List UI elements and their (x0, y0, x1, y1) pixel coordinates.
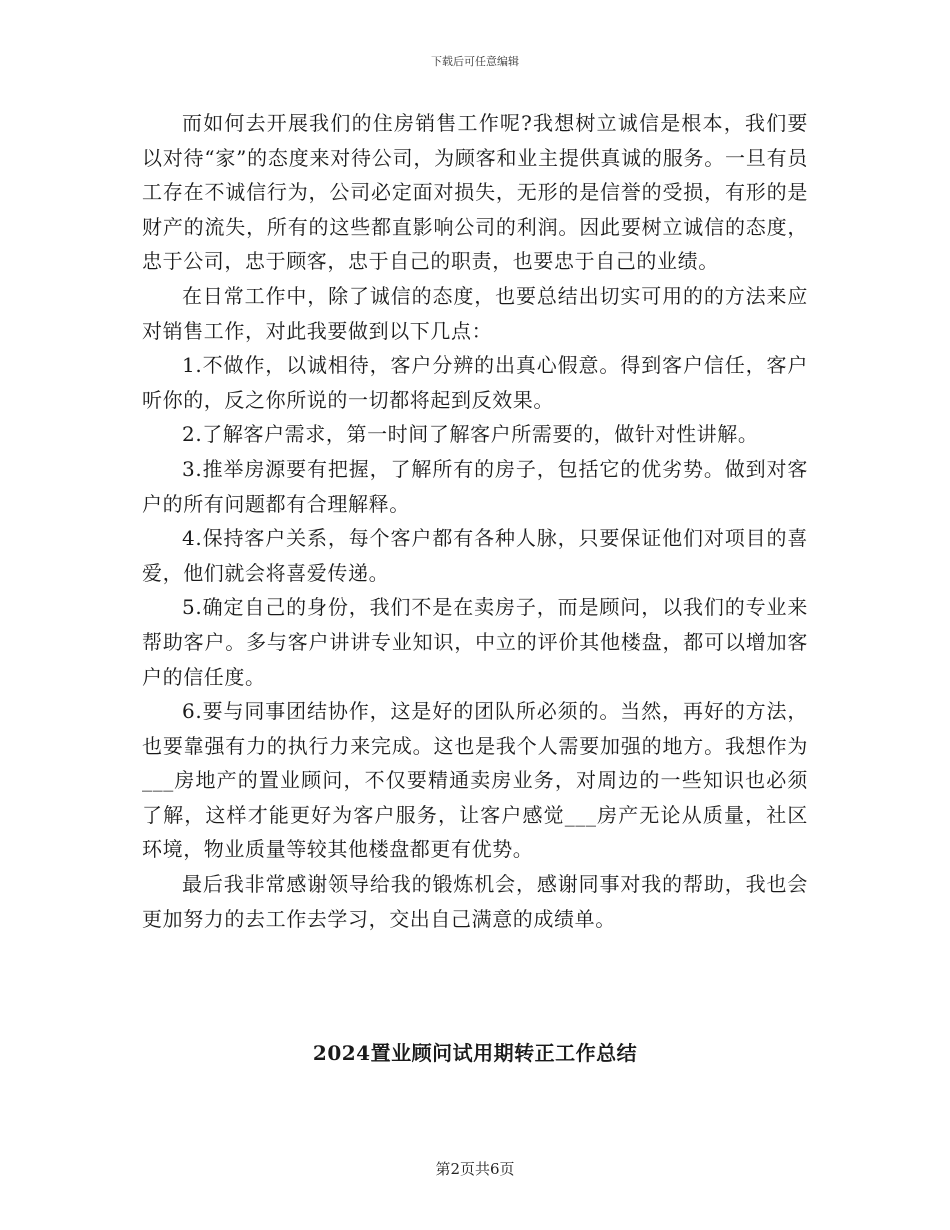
paragraph-point-4: 4.保持客户关系，每个客户都有各种人脉，只要保证他们对项目的喜爱，他们就会将喜爱传递。 (142, 526, 808, 585)
page-header: 下载后可任意编辑 (431, 55, 519, 68)
paragraph-integrity: 而如何去开展我们的住房销售工作呢?我想树立诚信是根本，我们要以对待“家”的态度来对待公司，为顾客和业主提供真诚的服务。一旦有员工存在不诚信行为，公司必定面对损失，无形的是信誉的受损，有形的是财产的流失，所有的这些都直影响公司的利润。因此要树立诚信的态度，忠于公司，忠于顾客，忠于自己的职责，也要忠于自己的业绩。 (142, 111, 808, 274)
paragraph-point-1: 1.不做作，以诚相待，客户分辨的出真心假意。得到客户信任，客户听你的，反之你所说的一切都将起到反效果。 (142, 353, 808, 412)
paragraph-point-3: 3.推举房源要有把握，了解所有的房子，包括它的优劣势。做到对客户的所有问题都有合理解释。 (142, 456, 808, 516)
paragraph-methods-intro: 在日常工作中，除了诚信的态度，也要总结出切实可用的的方法来应对销售工作，对此我要做到以下几点： (142, 283, 808, 343)
paragraph-point-5: 5.确定自己的身份，我们不是在卖房子，而是顾问，以我们的专业来帮助客户。多与客户讲讲专业知识，中立的评价其他楼盘，都可以增加客户的信任度。 (142, 595, 808, 689)
paragraph-closing: 最后我非常感谢领导给我的锻炼机会，感谢同事对我的帮助，我也会更加努力的去工作去学习，交出自己满意的成绩单。 (142, 872, 808, 931)
section-title: 2024置业顾问试用期转正工作总结 (312, 1041, 638, 1065)
paragraph-point-2: 2.了解客户需求，第一时间了解客户所需要的，做针对性讲解。 (182, 422, 759, 447)
paragraph-point-6: 6.要与同事团结协作，这是好的团队所必须的。当然，再好的方法，也要靠强有力的执行力来完成。这也是我个人需要加强的地方。我想作为___房地产的置业顾问，不仅要精通卖房业务，对周边的一些知识也必须了解，这样才能更好为客户服务，让客户感觉___房产无论从质量，社区环境，物业质量等较其他楼盘都更有优势。 (142, 699, 808, 862)
document-body (142, 106, 808, 936)
page-footer: 第2页共6页 (435, 1160, 515, 1178)
